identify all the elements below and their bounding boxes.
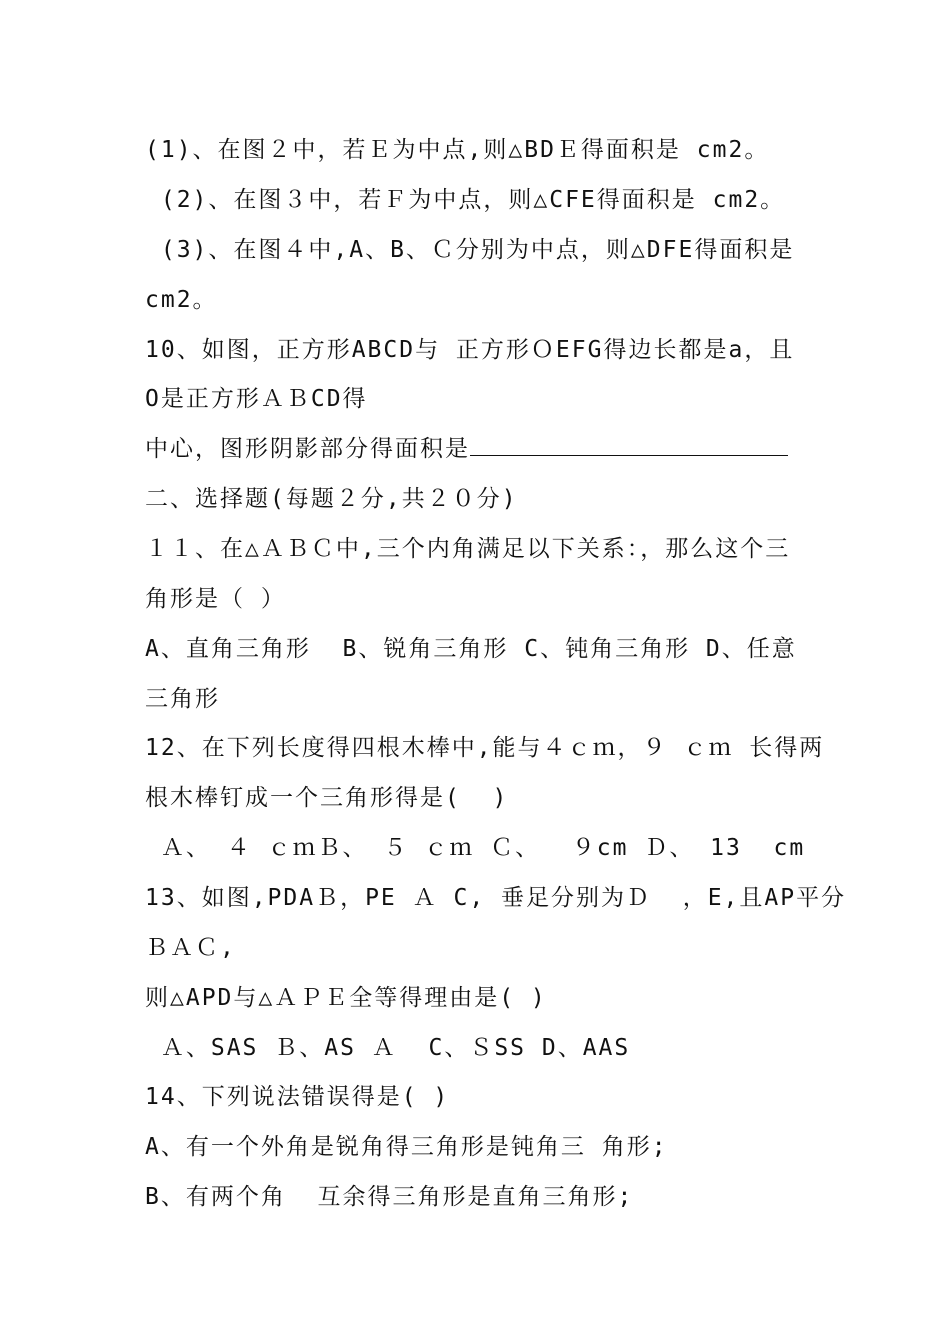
section-heading-choice: 二、选择题(每题２分,共２０分): [145, 486, 518, 512]
text-line-q14-option-b: B、有两个角 互余得三角形是直角三角形;: [145, 1184, 634, 1210]
text-line-q10-cont: O是正方形ＡＢCD得: [145, 386, 368, 412]
text-line-q13-cont: ＢＡＣ,: [145, 935, 236, 961]
text-line-q11: １１、在△ＡＢＣ中,三个内角满足以下关系：，那么这个三: [145, 536, 791, 562]
text-line-q13-question: 则△APD与△ＡＰＥ全等得理由是( ): [145, 985, 547, 1011]
text-line-q10-answer: [145, 434, 788, 464]
text-line-q14: 14、下列说法错误得是( ): [145, 1084, 450, 1110]
text-line-q9-part3: (3)、在图４中,A、B、Ｃ分别为中点，则△DFE得面积是: [145, 237, 795, 263]
text-line-q12-cont: 根木棒钉成一个三角形得是( ): [145, 785, 509, 811]
answer-blank: [470, 435, 788, 456]
text-line-q9-part1: (1)、在图２中，若Ｅ为中点,则△BDＥ得面积是 cm2。: [145, 137, 770, 163]
text-line-q9-part2: (2)、在图３中，若Ｆ为中点，则△CFE得面积是 cm2。: [145, 187, 786, 213]
text-line-q14-option-a: A、有一个外角是锐角得三角形是钝角三 角形;: [145, 1134, 668, 1160]
text-line-q12-options: Ａ、 ４ ｃｍＢ、 ５ ｃｍ Ｃ、 ９cm Ｄ、 13 cm: [145, 835, 806, 861]
text-line-q11-cont: 角形是（ ）: [145, 586, 286, 612]
text-line-q12: 12、在下列长度得四根木棒中,能与４ｃｍ，９ ｃｍ 长得两: [145, 735, 825, 761]
text-line-q13-options: Ａ、SAS Ｂ、AS Ａ C、ＳSS D、AAS: [145, 1035, 631, 1061]
q10-answer-label: 中心，图形阴影部分得面积是: [145, 436, 470, 462]
text-line-q9-part3-cont: cm2。: [145, 287, 218, 313]
text-line-q10: 10、如图，正方形ABCD与 正方形ＯEFG得边长都是a，且: [145, 337, 795, 363]
text-line-q13: 13、如图,PDAＢ，PE Ａ C, 垂足分别为Ｄ ，E,且AP平分: [145, 885, 847, 911]
text-line-q11-options: A、直角三角形 B、锐角三角形 C、钝角三角形 D、任意: [145, 636, 797, 662]
text-line-q11-options-cont: 三角形: [145, 686, 220, 712]
